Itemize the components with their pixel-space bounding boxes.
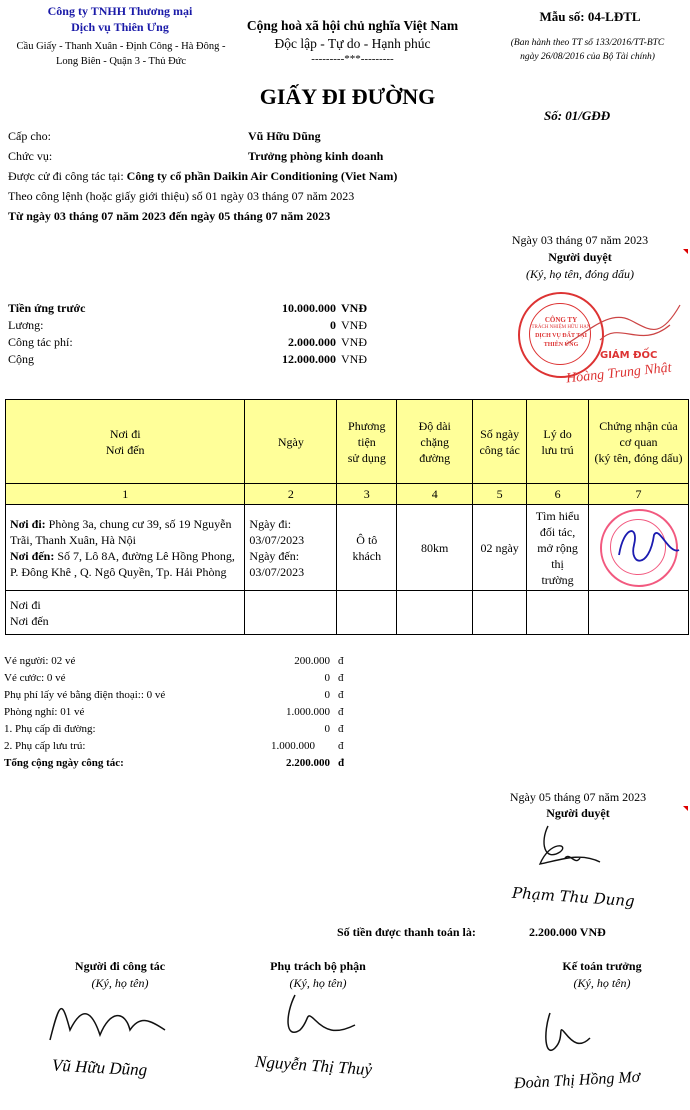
expense-value: 200.000 — [294, 655, 330, 667]
vehicle-cell: Ô tô khách — [337, 505, 397, 591]
issued-to: Vũ Hữu Dũng — [248, 129, 321, 143]
company-address-2: Long Biên - Quận 3 - Thủ Đức — [55, 56, 186, 67]
empty-cell — [527, 591, 589, 635]
approve2-title: Người duyệt — [546, 806, 610, 820]
comment-marker — [683, 806, 688, 811]
header-reason: Lý do lưu trú — [527, 400, 589, 484]
expense-label: 2. Phụ cấp lưu trú: — [4, 740, 86, 752]
header-distance: Độ dài chặng đường — [397, 400, 473, 484]
money-value-1: 0 — [330, 318, 336, 332]
col-num-2: 2 — [245, 484, 337, 505]
expense-total-label: Tổng cộng ngày công tác: — [4, 757, 124, 769]
expense-value: 1.000.000 — [271, 740, 315, 752]
nation-line-1: Cộng hoà xã hội chủ nghĩa Việt Nam — [246, 18, 459, 33]
expense-label: Phụ phí lấy vé bằng điện thoại:: 0 vé — [4, 689, 166, 701]
comment-marker — [683, 249, 688, 254]
expense-label: Vé cước: 0 vé — [4, 672, 66, 684]
signer-note-accountant: (Ký, họ tên) — [573, 976, 631, 990]
col-num-3: 3 — [337, 484, 397, 505]
expense-unit: đ — [338, 723, 344, 735]
col-num-4: 4 — [397, 484, 473, 505]
empty-cell — [473, 591, 527, 635]
approve1-title: Người duyệt — [548, 250, 612, 264]
signer-note-traveler: (Ký, họ tên) — [91, 976, 149, 990]
money-label-1: Lương: — [8, 318, 44, 332]
approve1-date: Ngày 03 tháng 07 năm 2023 — [511, 233, 649, 247]
money-label-0: Tiền ứng trước — [8, 301, 86, 315]
table-row — [6, 591, 689, 635]
table-number-row — [6, 484, 689, 505]
signer-note-department: (Ký, họ tên) — [289, 976, 347, 990]
director-name: Hoàng Trung Nhật — [565, 360, 673, 387]
form-note-2: ngày 26/08/2016 của Bộ Tài chính) — [520, 52, 655, 62]
nation-line-2: Độc lập - Tự do - Hạnh phúc — [274, 36, 431, 51]
signer-title-accountant: Kế toán trưởng — [562, 959, 642, 973]
position: Trưởng phòng kinh doanh — [248, 149, 384, 163]
expense-label: 1. Phụ cấp đi đường: — [4, 723, 96, 735]
signature-department — [275, 990, 365, 1050]
stamp-line-4: THIÊN ỨNG — [543, 342, 579, 348]
document-number: Số: 01/GĐĐ — [544, 108, 611, 123]
money-label-3: Cộng — [8, 352, 35, 366]
travel-table — [5, 399, 689, 635]
empty-cell — [397, 591, 473, 635]
order-line: Theo công lệnh (hoặc giấy giới thiệu) số 01 ngày 03 tháng 07 năm 2023 — [8, 189, 355, 203]
period-line: Từ ngày 03 tháng 07 năm 2023 đến ngày 05 tháng 07 năm 2023 — [8, 209, 331, 223]
table-row — [6, 505, 689, 591]
director-signature — [560, 300, 685, 355]
money-unit-0: VNĐ — [341, 301, 367, 315]
header-vehicle: Phương tiện sử dụng — [337, 400, 397, 484]
expense-unit: đ — [338, 706, 344, 718]
expense-unit: đ — [338, 689, 344, 701]
date-cell: Ngày đi: 03/07/2023 Ngày đến: 03/07/2023 — [245, 505, 337, 591]
signer-title-department: Phụ trách bộ phận — [270, 959, 366, 973]
expense-value: 0 — [324, 672, 330, 684]
money-value-0: 10.000.000 — [282, 301, 336, 315]
route-cell-empty: Nơi đi Nơi đến — [6, 591, 245, 635]
expense-unit: đ — [338, 740, 344, 752]
approve2-name: Phạm Thu Dung — [511, 883, 636, 911]
signer-title-traveler: Người đi công tác — [74, 959, 166, 973]
sent-to-label: Được cử đi công tác tại: — [8, 169, 124, 183]
stamp-line-3: DỊCH VỤ ĐẤT TẠI — [535, 333, 587, 339]
approve2-date: Ngày 05 tháng 07 năm 2023 — [509, 790, 647, 804]
certification-signature — [599, 515, 684, 575]
issued-to-label: Cấp cho: — [8, 129, 51, 143]
expense-total-value: 2.200.000 — [286, 757, 330, 769]
signer-name-department: Nguyễn Thị Thuỷ — [254, 1051, 373, 1080]
payment-value: 2.200.000 VNĐ — [529, 925, 606, 939]
nation-line-3: ---------***--------- — [311, 53, 394, 65]
expense-value: 1.000.000 — [286, 706, 330, 718]
days-cell: 02 ngày — [473, 505, 527, 591]
director-role: GIÁM ĐỐC — [600, 350, 658, 361]
col-num-5: 5 — [473, 484, 527, 505]
expense-label: Vé người: 02 vé — [4, 655, 76, 667]
approve1-note: (Ký, họ tên, đóng dấu) — [526, 267, 634, 281]
col-num-6: 6 — [527, 484, 589, 505]
header-date: Ngày — [245, 400, 337, 484]
header-days: Số ngày công tác — [473, 400, 527, 484]
empty-cell — [589, 591, 689, 635]
route-cell: Nơi đi: Phòng 3a, chung cư 39, số 19 Nguyễn Trãi, Thanh Xuân, Hà Nội Nơi đến: Số 7, Lô 8A, đường Lê Hồng Phong, P. Đông Khê , Q. Ngô Quyền, Tp. Hải Phòng — [6, 505, 245, 591]
expense-unit: đ — [338, 655, 344, 667]
money-value-2: 2.000.000 — [288, 335, 336, 349]
expense-total-unit: đ — [338, 757, 345, 769]
distance-cell: 80km — [397, 505, 473, 591]
payment-label: Số tiền được thanh toán là: — [337, 925, 476, 939]
money-unit-1: VNĐ — [341, 318, 367, 332]
position-label: Chức vụ: — [8, 149, 53, 163]
sent-to: Công ty cổ phần Daikin Air Conditioning (Viet Nam) — [126, 169, 398, 183]
col-num-7: 7 — [589, 484, 689, 505]
expense-unit: đ — [338, 672, 344, 684]
company-line2: Dịch vụ Thiên Ưng — [71, 20, 169, 34]
form-note-1: (Ban hành theo TT số 133/2016/TT-BTC — [510, 38, 665, 48]
company-address-1: Cầu Giấy - Thanh Xuân - Định Công - Hà Đông - — [16, 41, 226, 52]
signer-name-accountant: Đoàn Thị Hồng Mơ — [513, 1068, 641, 1093]
stamp-line-1: CÔNG TY — [544, 316, 578, 324]
header-route: Nơi đi Nơi đến — [6, 400, 245, 484]
stamp-line-2: TRÁCH NHIỆM HỮU HẠN — [531, 325, 591, 330]
signature-traveler — [40, 990, 170, 1050]
sent-to-line — [8, 169, 397, 184]
signature-accountant — [535, 1008, 595, 1064]
expense-label: Phòng nghỉ: 01 vé — [4, 706, 85, 718]
signer-name-traveler: Vũ Hữu Dũng — [51, 1055, 148, 1080]
empty-cell — [245, 591, 337, 635]
table-header-row — [6, 400, 689, 484]
expense-value: 0 — [324, 723, 330, 735]
reason-cell: Tìm hiểu đối tác, mở rộng thị trường — [527, 505, 589, 591]
empty-cell — [337, 591, 397, 635]
approve2-signature — [530, 822, 610, 878]
header-certification: Chứng nhận của cơ quan (ký tên, đóng dấu) — [589, 400, 689, 484]
expense-value: 0 — [324, 689, 330, 701]
company-name: Công ty TNHH Thương mại — [47, 4, 193, 18]
money-unit-3: VNĐ — [341, 352, 367, 366]
money-label-2: Công tác phí: — [8, 335, 73, 349]
form-code: Mẫu số: 04-LĐTL — [539, 9, 641, 24]
col-num-1: 1 — [6, 484, 245, 505]
money-unit-2: VNĐ — [341, 335, 367, 349]
certification-cell — [589, 505, 689, 591]
document-title: GIẤY ĐI ĐƯỜNG — [259, 84, 436, 109]
money-value-3: 12.000.000 — [282, 352, 336, 366]
